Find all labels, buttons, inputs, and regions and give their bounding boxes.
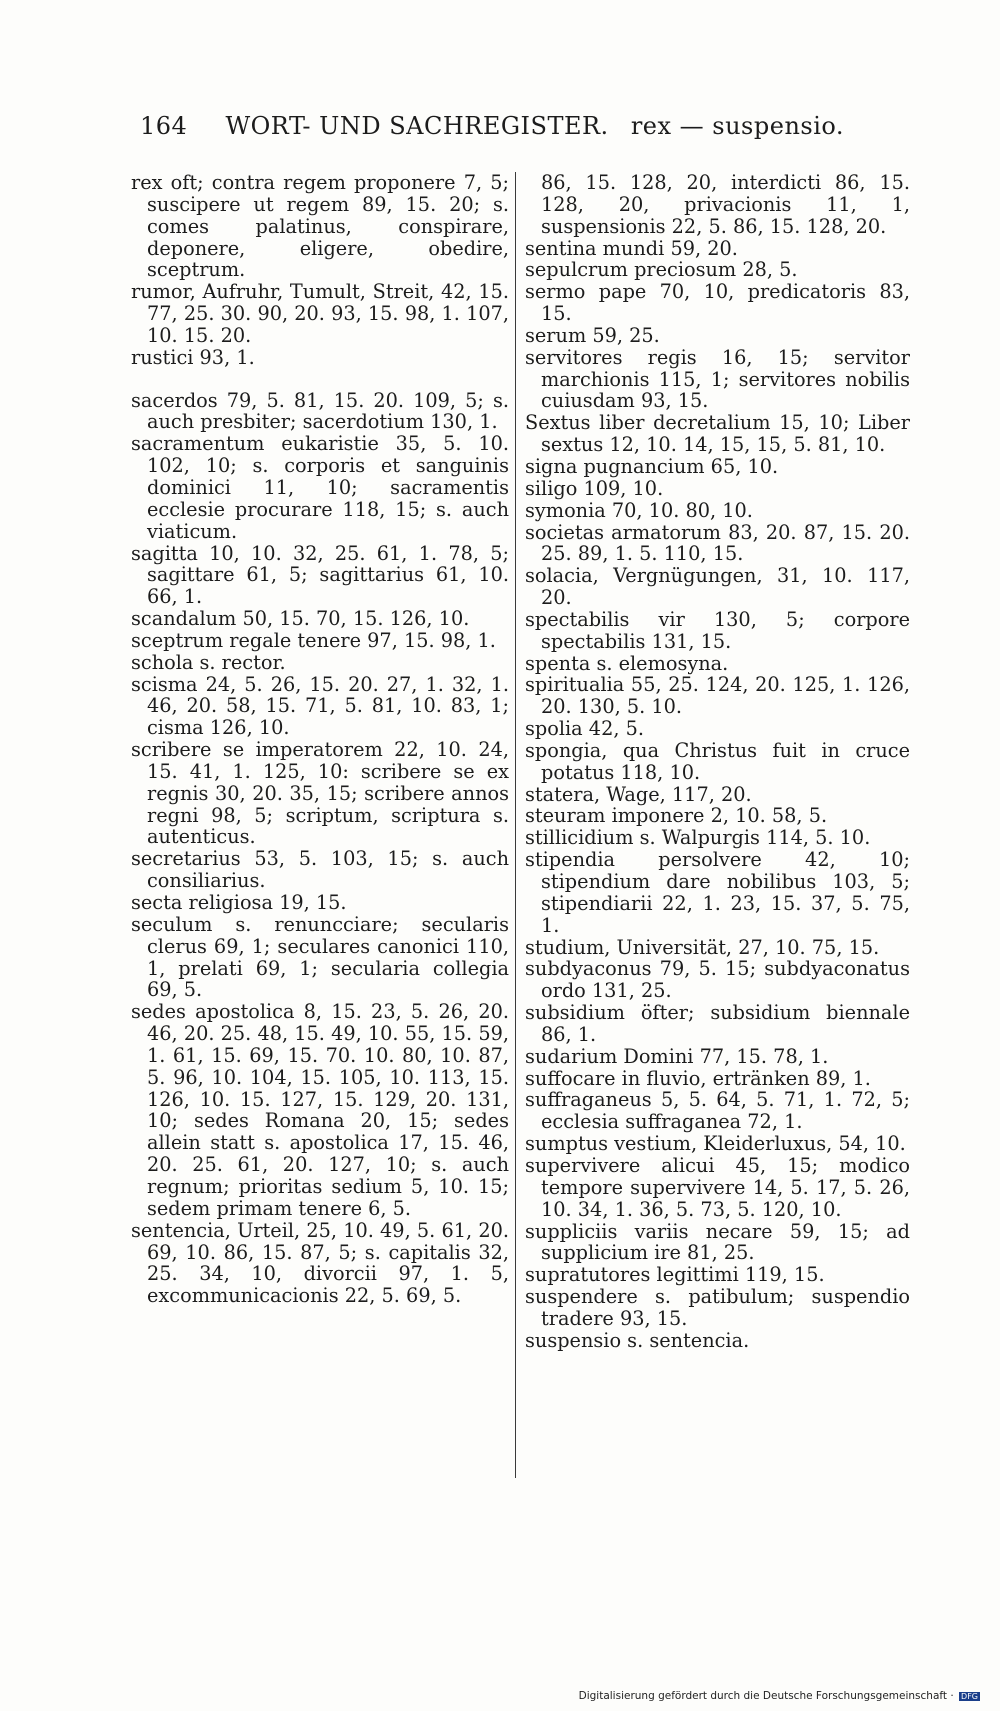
index-entry: scribere se imperatorem 22, 10. 24, 15. 41, 1. 125, 10: scribere se ex regnis 30, 20. 35, 15; scribere annos regni 98, 5; scriptum, scriptura s. autenticus. bbox=[131, 738, 509, 849]
index-entry: secretarius 53, 5. 103, 15; s. auch consiliarius. bbox=[131, 847, 509, 893]
index-entry: sedes apostolica 8, 15. 23, 5. 26, 20. 46, 20. 25. 48, 15. 49, 10. 55, 15. 59, 1. 61, 15. 69, 15. 70. 10. 80, 10. 87, 5. 96, 10. 104, 15. 105, 10. 113, 15. 126, 10. 15. 127, 15. 129, 20. 131, 10; sedes Romana 20, 15; sedes allein statt s. apostolica 17, 15. 46, 20. 25. 61, 20. 127, 10; s. auch regnum; prioritas sedium 5, 10. 15; sedem primam tenere 6, 5. bbox=[131, 1000, 509, 1220]
index-entry: suffraganeus 5, 5. 64, 5. 71, 1. 72, 5; ecclesia suffraganea 72, 1. bbox=[525, 1088, 910, 1134]
index-entry: signa pugnancium 65, 10. bbox=[525, 454, 779, 478]
index-entry: scandalum 50, 15. 70, 15. 126, 10. bbox=[131, 607, 470, 631]
right-column bbox=[525, 172, 910, 1352]
index-entry: societas armatorum 83, 20. 87, 15. 20. 25. 89, 1. 5. 110, 15. bbox=[525, 520, 910, 566]
index-entry: sagitta 10, 10. 32, 25. 61, 1. 78, 5; sagittare 61, 5; sagittarius 61, 10. 66, 1. bbox=[131, 541, 509, 609]
index-entry: sacramentum eukaristie 35, 5. 10. 102, 10; s. corporis et sanguinis dominici 11, 10; sacramentis ecclesie procurare 118, 15; s. auch viaticum. bbox=[131, 432, 509, 543]
index-entry: subsidium öfter; subsidium biennale 86, 1. bbox=[525, 1001, 910, 1046]
index-entry: schola s. rector. bbox=[131, 650, 286, 674]
index-entry: statera, Wage, 117, 20. bbox=[525, 782, 752, 806]
index-entry: suspendere s. patibulum; suspendio tradere 93, 15. bbox=[525, 1285, 910, 1330]
page-range: rex — suspensio. bbox=[630, 112, 845, 140]
left-column bbox=[131, 172, 509, 1307]
digitization-footer bbox=[579, 1690, 980, 1702]
index-entry: spectabilis vir 130, 5; corpore spectabilis 131, 15. bbox=[525, 607, 910, 653]
index-entry: stipendia persolvere 42, 10; stipendium dare nobilibus 103, 5; stipendiarii 22, 1. 23, 15. 37, 5. 75, 1. bbox=[525, 848, 910, 937]
index-entry-continuation: 86, 15. 128, 20, interdicti 86, 15. 128, 20, privacionis 11, 1, suspensionis 22, 5. 86, 15. 128, 20. bbox=[541, 171, 910, 238]
index-entry: sentina mundi 59, 20. bbox=[525, 236, 738, 260]
index-entry: Sextus liber decretalium 15, 10; Liber sextus 12, 10. 14, 15, 15, 5. 81, 10. bbox=[525, 411, 910, 457]
index-entry: supervivere alicui 45, 15; modico tempore supervivere 14, 5. 17, 5. 26, 10. 34, 1. 36, 5. 73, 5. 120, 10. bbox=[525, 1153, 910, 1221]
index-entry: sceptrum regale tenere 97, 15. 98, 1. bbox=[131, 628, 496, 652]
index-entry: subdyaconus 79, 5. 15; subdyaconatus ordo 131, 25. bbox=[525, 957, 910, 1003]
column-divider bbox=[515, 172, 516, 1478]
index-entry: sudarium Domini 77, 15. 78, 1. bbox=[525, 1044, 829, 1068]
index-entry: siligo 109, 10. bbox=[525, 476, 664, 500]
index-entry: servitores regis 16, 15; servitor marchionis 115, 1; servitores nobilis cuiusdam 93, 15. bbox=[525, 345, 910, 413]
index-entry: stillicidium s. Walpurgis 114, 5. 10. bbox=[525, 826, 871, 850]
index-entry: spolia 42, 5. bbox=[525, 717, 644, 741]
index-entry: spenta s. elemosyna. bbox=[525, 651, 729, 675]
page-number: 164 bbox=[140, 112, 188, 140]
index-entry: solacia, Vergnügungen, 31, 10. 117, 20. bbox=[525, 564, 910, 610]
index-entry: suppliciis variis necare 59, 15; ad supplicium ire 81, 25. bbox=[525, 1219, 910, 1265]
index-entry: scisma 24, 5. 26, 15. 20. 27, 1. 32, 1. 46, 20. 58, 15. 71, 5. 81, 10. 83, 1; cisma 126, 10. bbox=[131, 672, 509, 740]
page-header bbox=[140, 112, 860, 140]
index-entry: spongia, qua Christus fuit in cruce potatus 118, 10. bbox=[525, 738, 910, 784]
dfg-logo: DFG bbox=[961, 1691, 978, 1701]
index-entry: suffocare in fluvio, ertränken 89, 1. bbox=[525, 1066, 871, 1090]
page-title: WORT- UND SACHREGISTER. bbox=[225, 112, 609, 140]
index-entry: spiritualia 55, 25. 124, 20. 125, 1. 126, 20. 130, 5. 10. bbox=[525, 673, 910, 719]
index-entry: rex oft; contra regem proponere 7, 5; suscipere ut regem 89, 15. 20; s. comes palatinus, conspirare, deponere, eligere, obedire, sceptrum. bbox=[131, 171, 509, 282]
index-entry: secta religiosa 19, 15. bbox=[131, 891, 347, 914]
index-entry: serum 59, 25. bbox=[525, 323, 660, 347]
index-entry: suspensio s. sentencia. bbox=[525, 1328, 750, 1352]
index-entry: rumor, Aufruhr, Tumult, Streit, 42, 15. 77, 25. 30. 90, 20. 93, 15. 98, 1. 107, 10. 15. 20. bbox=[131, 280, 509, 347]
index-entry: sacerdos 79, 5. 81, 15. 20. 109, 5; s. auch presbiter; sacerdotium 130, 1. bbox=[131, 388, 509, 434]
index-entry: sermo pape 70, 10, predicatoris 83, 15. bbox=[525, 280, 910, 326]
index-entry: steuram imponere 2, 10. 58, 5. bbox=[525, 804, 828, 828]
index-entry: rustici 93, 1. bbox=[131, 345, 255, 369]
index-entry: supratutores legittimi 119, 15. bbox=[525, 1263, 825, 1287]
footer-text: Digitalisierung gefördert durch die Deutsche Forschungsgemeinschaft · bbox=[578, 1690, 954, 1702]
index-entry: symonia 70, 10. 80, 10. bbox=[525, 498, 753, 522]
index-entry: seculum s. renuncciare; secularis clerus 69, 1; seculares canonici 110, 1, prelati 69, 1; secularia collegia 69, 5. bbox=[131, 912, 509, 1002]
index-entry: sepulcrum preciosum 28, 5. bbox=[525, 258, 798, 282]
index-entry: sentencia, Urteil, 25, 10. 49, 5. 61, 20. 69, 10. 86, 15. 87, 5; s. capitalis 32, 25. 34, 10, divorcii 97, 1. 5, excommunicacionis 22, 5. 69, 5. bbox=[131, 1218, 509, 1308]
index-entry: studium, Universität, 27, 10. 75, 15. bbox=[525, 935, 880, 959]
index-entry: sumptus vestium, Kleiderluxus, 54, 10. bbox=[525, 1132, 906, 1156]
